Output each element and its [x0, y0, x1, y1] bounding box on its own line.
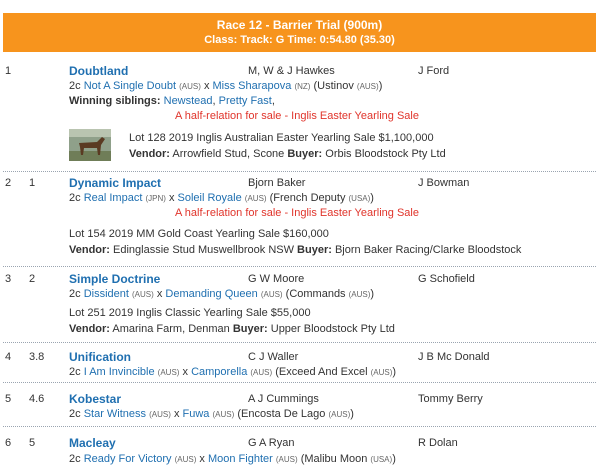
sire-link[interactable]: I Am Invincible	[83, 366, 155, 378]
horse-name-link[interactable]: Doubtland	[69, 64, 129, 78]
margin: 1	[29, 177, 36, 189]
sire-link[interactable]: Dissident	[83, 288, 129, 300]
dam-link[interactable]: Camporella	[191, 366, 248, 378]
age-sex: 2c	[69, 192, 81, 204]
runner-row	[3, 267, 596, 343]
runner-row	[3, 427, 596, 473]
age-sex: 2c	[69, 288, 81, 300]
trainer: G W Moore	[248, 273, 305, 285]
finish-position: 4	[5, 351, 12, 363]
dam-link[interactable]: Demanding Queen	[165, 288, 258, 300]
age-sex: 2c	[69, 408, 81, 420]
margin: 5	[29, 437, 36, 449]
margin: 4.6	[29, 393, 45, 405]
damsire-close: )	[378, 80, 383, 92]
cross-symbol: x	[199, 453, 205, 465]
runner-row	[3, 172, 596, 267]
margin: 3.8	[29, 351, 45, 363]
sire-link[interactable]: Ready For Victory	[83, 453, 172, 465]
age-sex: 2c	[69, 453, 81, 465]
sire-country: (AUS)	[157, 368, 180, 377]
trainer: C J Waller	[248, 351, 299, 363]
trainer: M, W & J Hawkes	[248, 65, 335, 77]
damsire-country: (USA)	[370, 455, 393, 464]
jockey: R Dolan	[418, 437, 458, 449]
jockey: J Bowman	[418, 177, 470, 189]
buyer-label: Buyer:	[287, 148, 323, 160]
pedigree	[69, 288, 374, 300]
cross-symbol: x	[173, 408, 180, 420]
sale-parties	[69, 323, 395, 335]
horse-name-link[interactable]: Kobestar	[69, 392, 122, 406]
jockey: J B Mc Donald	[418, 351, 490, 363]
trainer: Bjorn Baker	[248, 177, 306, 189]
sale-info: Lot 154 2019 MM Gold Coast Yearling Sale $160,000	[69, 228, 329, 240]
finish-position: 1	[5, 65, 12, 77]
jockey: Tommy Berry	[418, 393, 483, 405]
half-relation-notice[interactable]: A half-relation for sale - Inglis Easter Yearling Sale	[175, 110, 419, 122]
sire-link[interactable]: Not A Single Doubt	[83, 80, 177, 92]
vendor-label: Vendor:	[69, 244, 110, 256]
finish-position: 5	[5, 393, 12, 405]
half-relation-notice[interactable]: A half-relation for sale - Inglis Easter Yearling Sale	[175, 207, 419, 219]
margin: 2	[29, 273, 36, 285]
buyer-label: Buyer:	[297, 244, 332, 256]
dam-country: (AUS)	[212, 410, 235, 419]
runner-row	[3, 343, 596, 383]
damsire-close: )	[392, 453, 396, 465]
cross-symbol: x	[156, 288, 163, 300]
winning-siblings: Winning siblings: Newstead, Pretty Fast,	[69, 95, 275, 107]
finish-position: 2	[5, 177, 12, 189]
horse-name-link[interactable]: Dynamic Impact	[69, 176, 162, 190]
dam-link[interactable]: Soleil Royale	[177, 192, 242, 204]
sale-info: Lot 128 2019 Inglis Australian Easter Yearling Sale $1,100,000	[129, 132, 434, 144]
jockey: J Ford	[418, 65, 450, 77]
cross-symbol: x	[203, 80, 210, 92]
horse-name-link[interactable]: Unification	[69, 350, 131, 364]
race-subtitle: Class: Track: G Time: 0:54.80 (35.30)	[204, 34, 395, 46]
sibling-link[interactable]: Newstead	[163, 95, 213, 107]
sire-country: (JPN)	[145, 194, 166, 203]
damsire-country: (AUS)	[348, 290, 371, 299]
damsire-close: )	[350, 408, 354, 420]
sire-link[interactable]: Real Impact	[83, 192, 143, 204]
pedigree	[69, 366, 396, 378]
damsire-country: (AUS)	[328, 410, 351, 419]
vendor-label: Vendor:	[129, 148, 170, 160]
trainer: G A Ryan	[248, 437, 295, 449]
buyer: Orbis Bloodstock Pty Ltd	[325, 148, 446, 160]
sale-parties	[69, 244, 521, 256]
buyer-label: Buyer:	[232, 323, 268, 335]
vendor: Edinglassie Stud Muswellbrook NSW	[113, 244, 294, 256]
cross-symbol: x	[182, 366, 189, 378]
vendor: Amarina Farm, Denman	[112, 323, 230, 335]
pedigree	[69, 408, 354, 420]
buyer: Bjorn Baker Racing/Clarke Bloodstock	[334, 244, 522, 256]
trainer: A J Cummings	[248, 393, 319, 405]
pedigree	[69, 192, 374, 204]
dam-link[interactable]: Miss Sharapova	[212, 80, 292, 92]
age-sex: 2c	[69, 80, 81, 92]
damsire: (French Deputy	[269, 192, 346, 204]
buyer: Upper Bloodstock Pty Ltd	[270, 323, 395, 335]
sale-parties	[129, 148, 446, 160]
vendor: Arrowfield Stud, Scone	[172, 148, 285, 160]
siblings-label: Winning siblings:	[69, 95, 161, 107]
finish-position: 6	[5, 437, 12, 449]
damsire-close: )	[370, 192, 374, 204]
horse-photo[interactable]	[69, 129, 111, 161]
dam-link[interactable]: Fuwa	[182, 408, 210, 420]
sibling-link[interactable]: Pretty Fast	[218, 95, 272, 107]
damsire: (Ustinov	[313, 80, 354, 92]
dam-country: (AUS)	[250, 368, 273, 377]
damsire-country: (AUS)	[370, 368, 393, 377]
damsire: (Encosta De Lago	[237, 408, 326, 420]
cross-symbol: x	[168, 192, 175, 204]
damsire: (Commands	[285, 288, 346, 300]
age-sex: 2c	[69, 366, 81, 378]
horse-photo-image	[69, 129, 111, 161]
sire-country: (AUS)	[149, 410, 171, 419]
damsire: (Malibu Moon	[300, 453, 368, 465]
sire-country: (AUS)	[174, 455, 197, 464]
horse-name-link[interactable]: Macleay	[69, 436, 116, 450]
horse-name-link[interactable]: Simple Doctrine	[69, 272, 161, 286]
runner-row	[3, 383, 596, 427]
sire-country: (AUS)	[179, 82, 201, 91]
race-title: Race 12 - Barrier Trial (900m)	[216, 18, 383, 32]
dam-country: (NZ)	[294, 82, 311, 91]
pedigree	[69, 80, 382, 92]
sire-link[interactable]: Star Witness	[83, 408, 147, 420]
damsire-close: )	[370, 288, 375, 300]
dam-country: (AUS)	[244, 194, 267, 203]
runner-row	[3, 61, 596, 172]
vendor-label: Vendor:	[69, 323, 110, 335]
dam-country: (AUS)	[275, 455, 298, 464]
finish-position: 3	[5, 273, 12, 285]
damsire-close: )	[392, 366, 397, 378]
damsire-country: (AUS)	[356, 82, 379, 91]
damsire: (Exceed And Excel	[275, 366, 368, 378]
race-header	[3, 13, 596, 52]
jockey: G Schofield	[418, 273, 475, 285]
sire-country: (AUS)	[132, 290, 154, 299]
sale-info: Lot 251 2019 Inglis Classic Yearling Sale $55,000	[69, 307, 311, 319]
damsire-country: (USA)	[348, 194, 371, 203]
dam-country: (AUS)	[260, 290, 283, 299]
dam-link[interactable]: Moon Fighter	[207, 453, 273, 465]
pedigree	[69, 453, 396, 465]
